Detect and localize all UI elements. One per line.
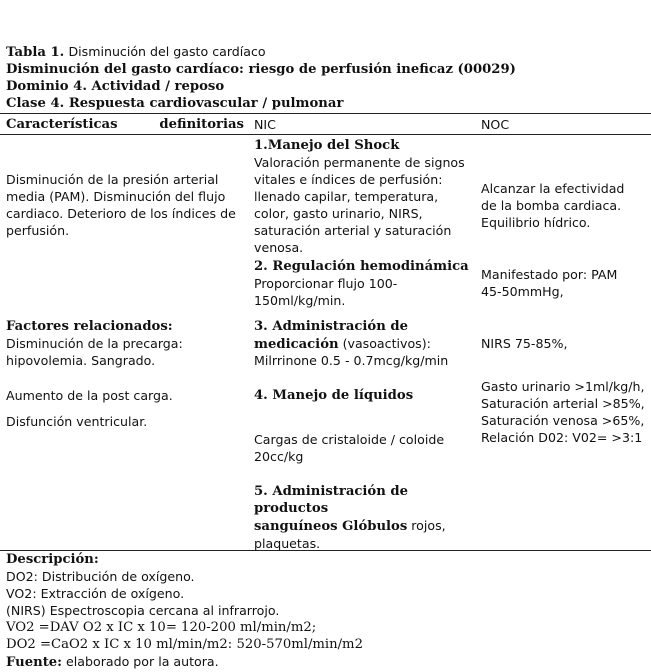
noc-2: Manifestado por: PAM 45-50mmHg,	[481, 267, 618, 299]
nic-5-body: rojos, plaquetas.	[254, 518, 446, 551]
table-caption	[6, 43, 646, 112]
noc-3: NIRS 75-85%,	[481, 336, 568, 351]
noc-1: Alcanzar la efectividad de la bomba cardiaca. Equilibrio hídrico.	[481, 181, 625, 230]
header-characteristics	[6, 116, 244, 133]
related-factors-title: Factores relacionados:	[6, 319, 173, 334]
table-label: Tabla 1.	[6, 45, 65, 60]
nic-2-body: Proporcionar flujo 100-150ml/kg/min.	[254, 276, 398, 308]
related-factor-afterload: Aumento de la post carga.	[6, 388, 173, 403]
table-top-rule	[0, 113, 651, 114]
nic-5-block	[254, 483, 454, 553]
header-col1-b: definitorias	[159, 117, 244, 132]
nic-5-title-a: 5. Administración de productos	[254, 484, 409, 516]
nic-3-body: Milrrinone 0.5 - 0.7mcg/kg/min	[254, 353, 449, 368]
class-line: Clase 4. Respuesta cardiovascular / pulmonar	[6, 96, 344, 111]
nic-5-title-b: sanguíneos	[254, 519, 338, 534]
nic-1-title: 1.Manejo del Shock	[254, 138, 400, 153]
nic-3-title-block	[254, 318, 476, 353]
domain-line: Dominio 4. Actividad / reposo	[6, 79, 225, 94]
description-title: Descripción:	[6, 552, 99, 567]
description-line-1: DO2: Distribución de oxígeno.	[6, 569, 195, 584]
description-line-3: (NIRS) Espectroscopia cercana al infrarrojo.	[6, 603, 280, 618]
nic-5-title-c: Glóbulos	[337, 519, 408, 534]
nic-3-suffix: (vasoactivos):	[338, 336, 431, 351]
nic-4-title: 4. Manejo de líquidos	[254, 388, 414, 403]
table-title: Disminución del gasto cardíaco	[68, 44, 266, 59]
nic-1-body: Valoración permanente de signos vitales e índices de perfusión: llenado capilar, temperatura, color, gasto urinario, NIRS, saturación arterial y saturación venosa.	[254, 155, 465, 255]
source-line	[6, 653, 646, 671]
description-line-4: VO2 =DAV O2 x IC x 10= 120-200 ml/min/m2;	[6, 620, 317, 635]
source-text: elaborado por la autora.	[62, 654, 219, 669]
noc-4: Gasto urinario >1ml/kg/h, Saturación arterial >85%, Saturación venosa >65%, Relación D02: V02= >3:1	[481, 379, 645, 445]
diagnosis-line: Disminución del gasto cardíaco: riesgo de perfusión ineficaz (00029)	[6, 62, 516, 77]
description-block	[6, 551, 646, 671]
related-factor-ventricular: Disfunción ventricular.	[6, 414, 148, 429]
description-line-2: VO2: Extracción de oxígeno.	[6, 586, 185, 601]
header-nic: NIC	[254, 117, 276, 132]
nic-3-title: 3. Administración de medicación	[254, 319, 409, 352]
nic-4-body: Cargas de cristaloide / coloide 20cc/kg	[254, 432, 445, 464]
header-noc: NOC	[481, 117, 510, 132]
description-line-5: DO2 =CaO2 x IC x 10 ml/min/m2: 520-570ml/min/m2	[6, 637, 363, 652]
related-factor-preload: Disminución de la precarga: hipovolemia. Sangrado.	[6, 336, 183, 368]
header-col1-a: Características	[6, 117, 118, 132]
source-label: Fuente:	[6, 655, 63, 670]
table-header-rule	[0, 134, 651, 135]
caption-title-line	[6, 43, 646, 61]
characteristics-text: Disminución de la presión arterial media (PAM). Disminución del flujo cardiaco. Deterioro de los índices de perfusión.	[6, 172, 236, 238]
nic-2-title: 2. Regulación hemodinámica	[254, 259, 469, 274]
